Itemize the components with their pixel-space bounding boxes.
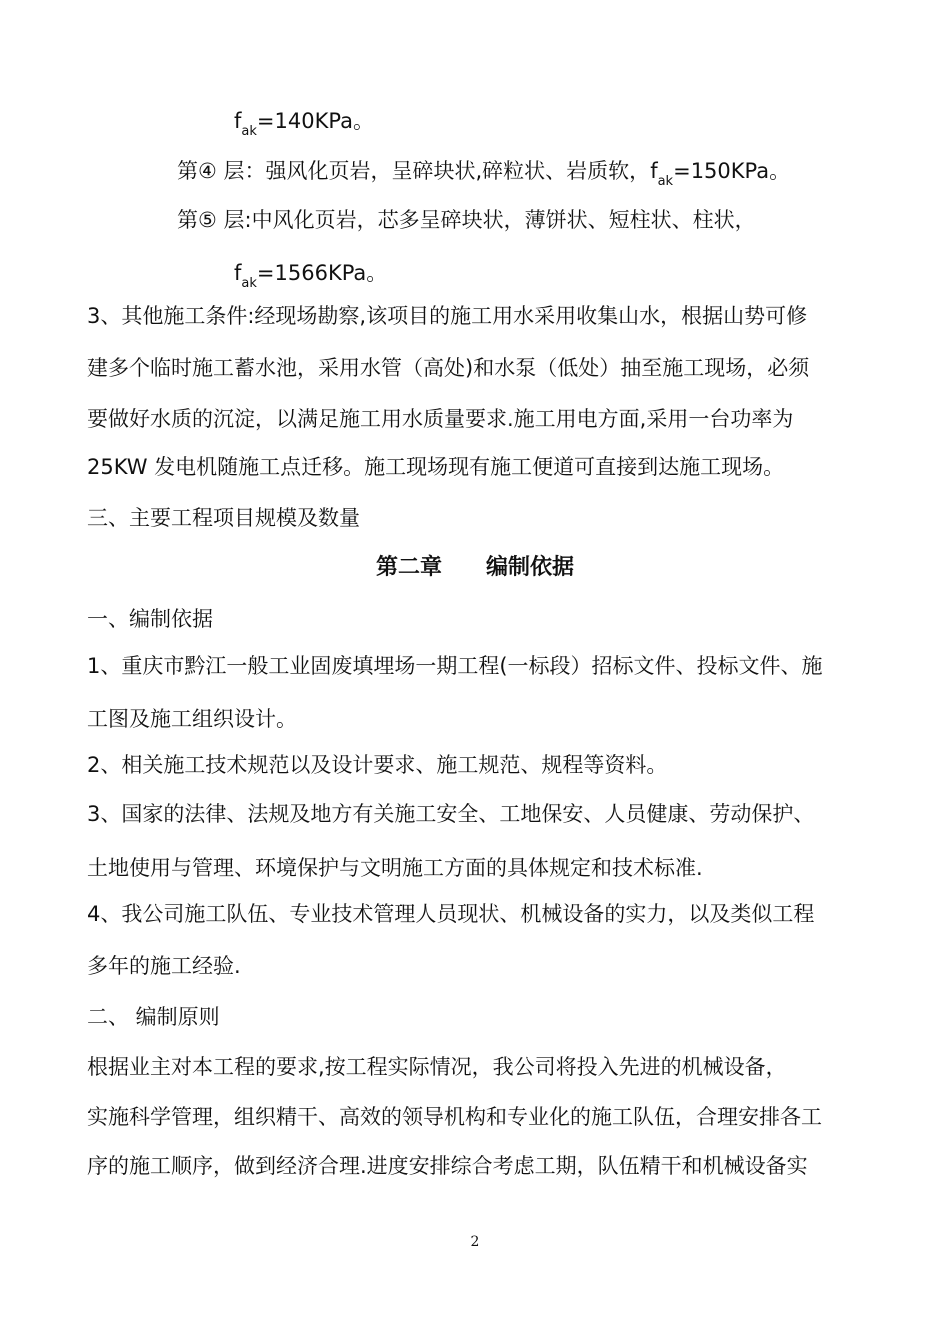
fak-value-line-2 — [234, 258, 890, 292]
paragraph-line: 要做好水质的沉淀，以满足施工用水质量要求.施工用电方面,采用一台功率为 — [87, 407, 794, 431]
section-heading: 二、 编制原则 — [87, 1005, 220, 1029]
list-item-continuation: 工图及施工组织设计。 — [87, 707, 297, 731]
page-number: 2 — [470, 1234, 480, 1250]
layer-5-line: 第⑤ 层:中风化页岩，芯多呈碎块状，薄饼状、短柱状、柱状， — [177, 208, 756, 232]
fak-symbol: f — [650, 159, 658, 183]
fak-value-line-1 — [234, 106, 890, 140]
paragraph-line: 实施科学管理，组织精干、高效的领导机构和专业化的施工队伍，合理安排各工 — [87, 1105, 822, 1129]
list-item: 2、相关施工技术规范以及设计要求、施工规范、规程等资料。 — [87, 753, 668, 777]
fak-value: =140KPa。 — [256, 109, 374, 133]
list-item-continuation: 多年的施工经验. — [87, 954, 241, 978]
paragraph-line: 建多个临时施工蓄水池，采用水管（高处)和水泵（低处）抽至施工现场，必须 — [87, 356, 810, 380]
chapter-name: 编制依据 — [486, 555, 575, 580]
paragraph-line: 3、其他施工条件:经现场勘察,该项目的施工用水采用收集山水，根据山势可修 — [87, 304, 808, 328]
paragraph-line: 25KW 发电机随施工点迁移。施工现场现有施工便道可直接到达施工现场。 — [87, 455, 785, 479]
fak-subscript: ak — [657, 174, 674, 189]
list-item: 4、我公司施工队伍、专业技术管理人员现状、机械设备的实力，以及类似工程 — [87, 902, 815, 926]
layer-4-text: 第④ 层：强风化页岩，呈碎块状,碎粒状、岩质软， — [177, 159, 651, 183]
fak-value: =1566KPa。 — [256, 261, 388, 285]
fak-value: =150KPa。 — [673, 159, 791, 183]
fak-subscript: ak — [241, 276, 257, 291]
chapter-number: 第二章 — [375, 555, 442, 580]
paragraph-line: 根据业主对本工程的要求,按工程实际情况，我公司将投入先进的机械设备， — [87, 1055, 787, 1079]
list-item: 1、重庆市黔江一般工业固废填埋场一期工程(一标段）招标文件、投标文件、施 — [87, 654, 823, 678]
list-item: 3、国家的法律、法规及地方有关施工安全、工地保安、人员健康、劳动保护、 — [87, 802, 815, 826]
list-item-continuation: 土地使用与管理、环境保护与文明施工方面的具体规定和技术标准. — [87, 856, 703, 880]
section-heading: 一、编制依据 — [87, 607, 213, 631]
fak-symbol: f — [234, 261, 242, 285]
chapter-title — [0, 553, 950, 583]
layer-4-line — [177, 156, 890, 190]
paragraph-line: 序的施工顺序，做到经济合理.进度安排综合考虑工期，队伍精干和机械设备实 — [87, 1154, 808, 1178]
fak-symbol: f — [234, 109, 242, 133]
section-heading: 三、主要工程项目规模及数量 — [87, 506, 360, 530]
fak-subscript: ak — [241, 124, 257, 139]
